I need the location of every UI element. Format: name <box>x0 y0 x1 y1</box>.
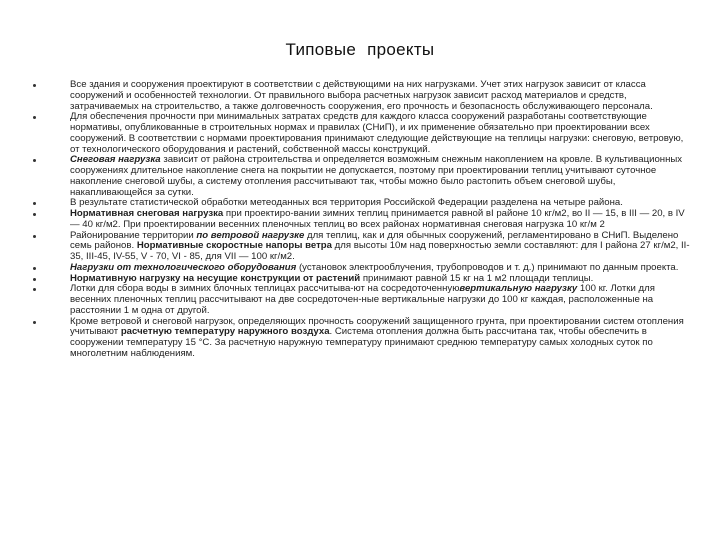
emphasis-text: по ветровой нагрузке <box>196 229 305 241</box>
bullet-dot-icon <box>33 202 36 205</box>
bullet-dot-icon <box>33 278 36 281</box>
bullet-text: Районирование территории <box>70 229 197 241</box>
bullet-item <box>32 284 692 316</box>
bullet-text: принимают равной 15 кг на 1 м2 площади теплицы. <box>360 272 594 284</box>
bullet-text: В результате статистической обработки метеоданных вся территория Российской Федерации разделена на четыре района. <box>70 197 623 209</box>
bullet-text: для теплиц, как и для обычных сооружений, регламентировано в СНиП. Выделено семь районов. <box>70 229 679 252</box>
bullet-text: . Система отопления должна быть рассчитана так, чтобы обеспечить в сооружении температуру 15 °С. За расчетную наружную температуру принимают среднюю температуру самых холодных суток по многолетним наблюдениям. <box>70 326 653 359</box>
bullet-text: Кроме ветровой и снеговой нагрузок, определяющих прочность сооружений защищенного грунта, при проектировании систем отопления учитывают <box>70 315 684 338</box>
bullet-dot-icon <box>33 267 36 270</box>
bullet-item <box>32 80 692 112</box>
bullet-text: Для обеспечения прочности при минимальных затратах средств для каждого класса сооружений разработаны соответствующие нормативы, опубликованные в строительных нормах и правилах (СНиП), и их применение обязательно при проектировании всех сооружений. В соответствии с нормами проектирования принимают следующие действующие на теплицы нагрузки: снеговую, ветровую, от технологического оборудования и растений, собственной массы конструкций. <box>70 111 684 155</box>
bullet-text: при проектиро-вании зимних теплиц принимается равной вI районе 10 кг/м2, во II — 15, в III — 20, в IV — 40 кг/м2. При проектировании весенних пленочных теплиц во всех районах нормативная снеговая нагрузка 10 кг/м 2 <box>70 208 685 230</box>
bullet-text: для высоты 10м над поверхностью земли составляют: для I района 27 кг/м2, II-35, III-45, IV-55, V - 70, VI - 85, для VII — 100 кг/м2. <box>70 240 690 262</box>
bullet-item <box>32 155 692 198</box>
bullet-dot-icon <box>33 84 36 87</box>
bullet-text: Лотки для сбора воды в зимних блочных теплицах рассчитыва-ют на сосредоточенную <box>70 283 460 295</box>
bullet-item <box>32 209 692 231</box>
bullet-text: 100 кг. Лотки для весенних пленочных теплиц рассчитывают на две сосредоточен-ные вертикальные нагрузки до 100 кг каждая, расположенные на расстоянии 1 м одна от другой. <box>70 283 655 316</box>
bullet-dot-icon <box>33 321 36 324</box>
emphasis-text: Нагрузки от технологического оборудования <box>70 261 297 273</box>
bullet-item <box>32 112 692 155</box>
slide-title: Типовые проекты <box>285 40 435 59</box>
bullet-dot-icon <box>33 288 36 291</box>
bullet-text: (установок электрооблучения, трубопроводов и т. д.) принимают по данным проекта. <box>296 261 679 273</box>
bullet-text: Все здания и сооружения проектируют в соответствии с действующими на них нагрузками. Учет этих нагрузок зависит от класса сооружений и особенностей технологии. От правильного выбора расчетных нагрузок зависит расход материалов и средств, затрачиваемых на строительство, а также долговечность сооружения, его прочность и безопасность обслуживающего персонала. <box>70 79 653 112</box>
emphasis-text: расчетную температуру наружного воздуха <box>120 326 330 338</box>
bullet-list <box>32 80 692 360</box>
emphasis-text: Снеговая нагрузка <box>70 154 161 166</box>
bullet-dot-icon <box>33 159 36 162</box>
emphasis-text: вертикальную нагрузку <box>459 283 578 295</box>
emphasis-text: Нормативные скоростные напоры ветра <box>136 240 333 252</box>
emphasis-text: Нормативная снеговая нагрузка <box>70 208 224 219</box>
bullet-dot-icon <box>33 116 36 119</box>
bullet-item <box>32 231 692 263</box>
bullet-item <box>32 317 692 360</box>
emphasis-text: Нормативную нагрузку на несущие конструкции от растений <box>70 272 361 284</box>
bullet-dot-icon <box>33 235 36 238</box>
bullet-text: зависит от района строительства и определяется возможным снежным накоплением на кровле. В культивационных сооружениях длительное накопление снега на покрытии не допускается, поэтому при проектировании теплиц учитывают суточное накопление снеговой шубы, а систему отопления рассчитывают так, чтобы можно было растопить объем снеговой шубы, накапливающейся за сутки. <box>70 154 683 198</box>
bullet-dot-icon <box>33 213 36 216</box>
